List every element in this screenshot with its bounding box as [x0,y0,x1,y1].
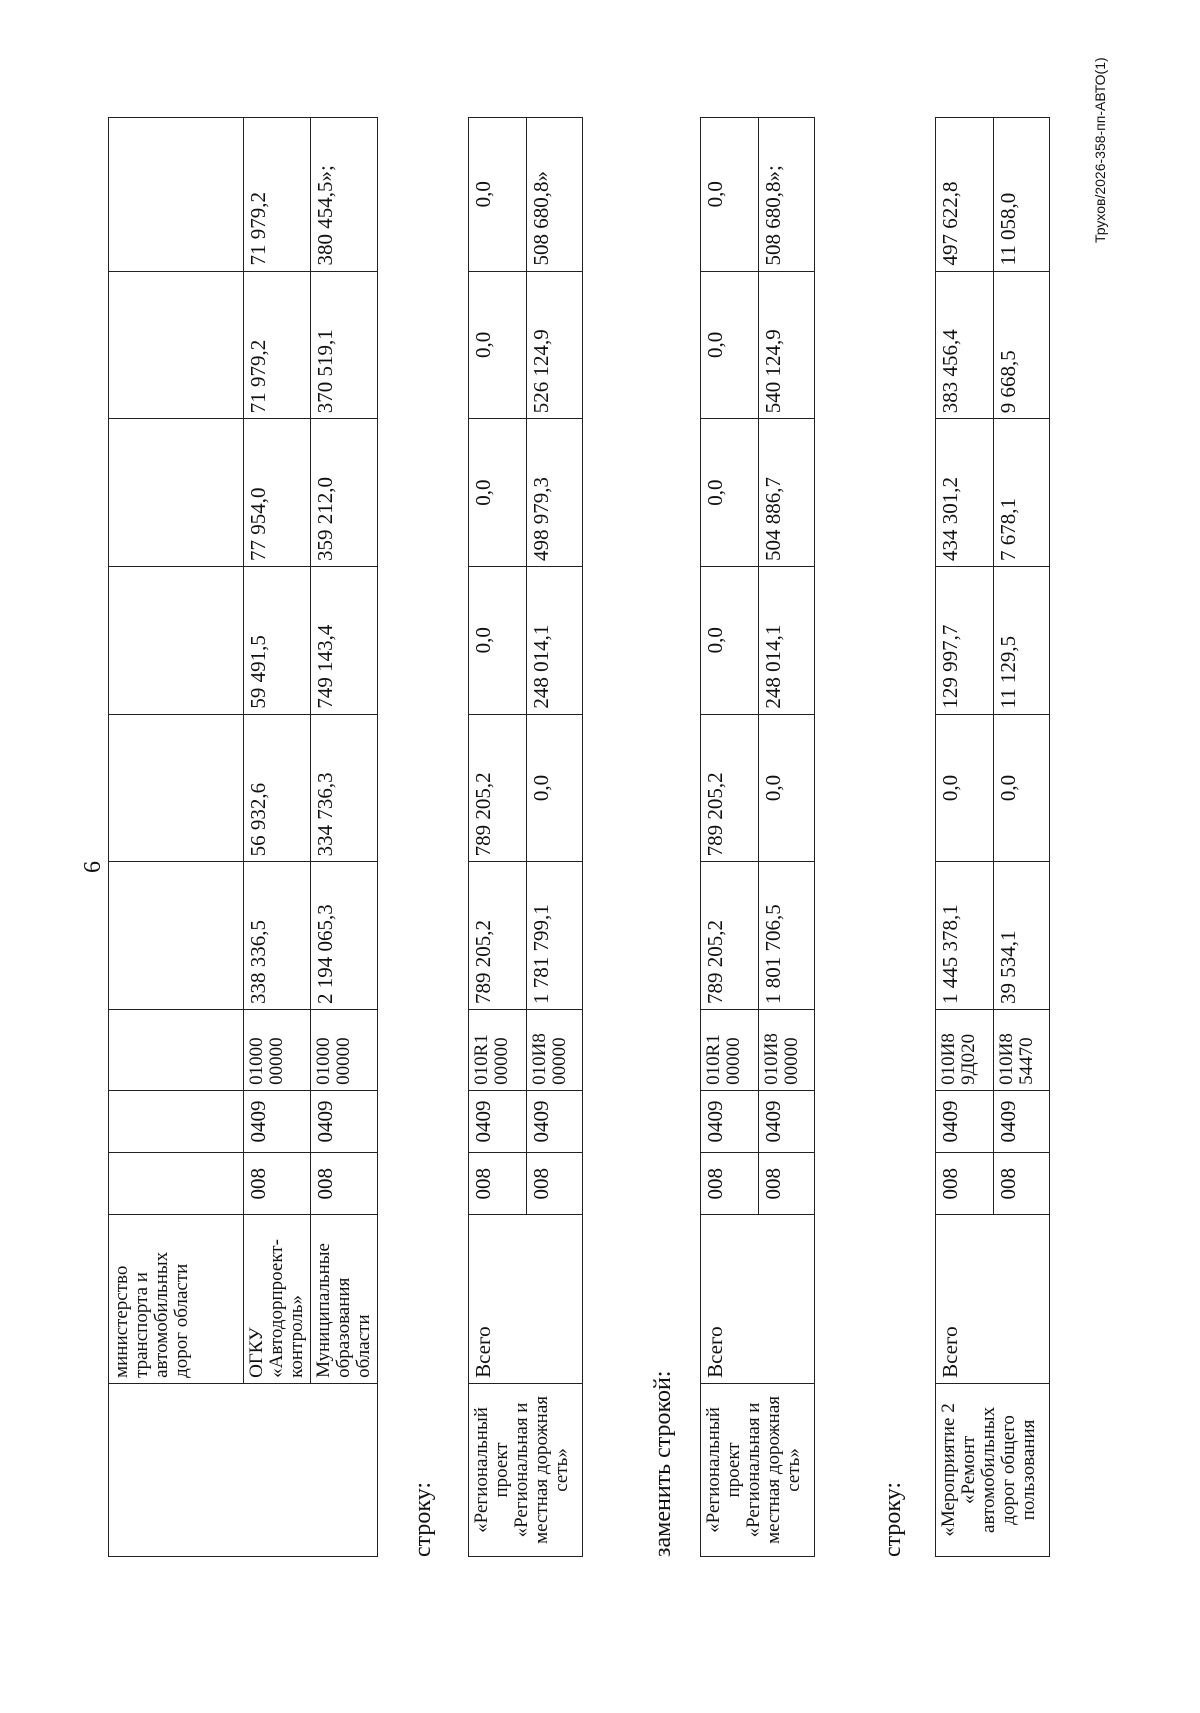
cell: 526 124,9 [527,271,583,419]
grbs-cell: Всего [936,1215,1050,1383]
cell: 2 194 065,3 [310,862,377,1010]
table-row [936,118,994,1557]
cell: 789 205,2 [701,862,759,1010]
cell: 0409 [244,1090,311,1152]
name-cell-empty [109,1383,378,1556]
cell: 338 336,5 [244,862,311,1010]
cell: 1 445 378,1 [936,862,994,1010]
cell: 008 [527,1153,583,1215]
cell: 749 143,4 [310,566,377,714]
cell: 77 954,0 [244,419,311,567]
cell: 008 [759,1153,815,1215]
cell: 0409 [527,1090,583,1152]
table-measure-2 [935,117,1050,1557]
cell: 789 205,2 [701,714,759,862]
cell: 0409 [759,1090,815,1152]
cell: 008 [936,1153,994,1215]
cell: 129 997,7 [936,566,994,714]
grbs-cell: ОГКУ «Автодорпроект-контроль» [244,1215,311,1383]
cell: 0,0 [759,714,815,862]
cell: 008 [469,1153,527,1215]
name-cell: «Региональный проект «Региональная и местная дорожная сеть» [469,1383,583,1556]
cell: 56 932,6 [244,714,311,862]
cell: 0,0 [469,419,527,567]
label-stroku-2: строку: [880,1481,906,1557]
cell: 0,0 [469,118,527,272]
cell: 498 979,3 [527,419,583,567]
grbs-cell: Всего [469,1215,583,1383]
cell: 380 454,5»; [310,118,377,272]
cell: 0,0 [469,566,527,714]
cell: 540 124,9 [759,271,815,419]
cell: 01000 00000 [310,1010,377,1091]
table-row [310,118,377,1557]
footer-doc-id: Трухов/2026-358-пп-АВТО(1) [1092,57,1108,243]
cell: 497 622,8 [936,118,994,272]
name-cell: «Региональный проект «Региональная и местная дорожная сеть» [701,1383,815,1556]
table-row [701,118,759,1557]
cell: 11 129,5 [994,566,1050,714]
cell: 7 678,1 [994,419,1050,567]
cell: 434 301,2 [936,419,994,567]
cell [109,1010,244,1091]
table-row [469,118,527,1557]
cell: 008 [994,1153,1050,1215]
cell [109,714,244,862]
cell [109,1153,244,1215]
cell: 1 801 706,5 [759,862,815,1010]
cell: 0409 [469,1090,527,1152]
cell: 0,0 [469,271,527,419]
cell: 01000 00000 [244,1010,311,1091]
label-replace: заменить строкой: [650,1370,676,1557]
cell: 1 781 799,1 [527,862,583,1010]
cell: 359 212,0 [310,419,377,567]
label-stroku: строку: [410,1481,436,1557]
cell: 0,0 [701,419,759,567]
cell: 010И8 00000 [759,1010,815,1091]
table-new-regional-project [700,117,815,1557]
grbs-cell: министерство транспорта и автомобильных дорог области [109,1215,244,1383]
cell: 010R1 00000 [469,1010,527,1091]
cell: 0409 [936,1090,994,1152]
cell [109,862,244,1010]
cell [109,566,244,714]
grbs-cell: Муниципальные образования области [310,1215,377,1383]
table-row [244,118,311,1557]
cell: 010И8 54470 [994,1010,1050,1091]
table-continuation [108,117,378,1557]
cell [109,118,244,272]
cell [109,419,244,567]
cell: 008 [701,1153,759,1215]
cell: 59 491,5 [244,566,311,714]
cell: 0409 [994,1090,1050,1152]
cell: 0,0 [701,118,759,272]
cell: 71 979,2 [244,271,311,419]
cell: 010И8 00000 [527,1010,583,1091]
cell [109,1090,244,1152]
cell: 508 680,8» [527,118,583,272]
cell: 0,0 [527,714,583,862]
table-old-regional-project [468,117,583,1557]
grbs-cell: Всего [701,1215,815,1383]
cell: 504 886,7 [759,419,815,567]
cell: 0,0 [936,714,994,862]
cell: 248 014,1 [527,566,583,714]
cell: 010R1 00000 [701,1010,759,1091]
cell: 0,0 [994,714,1050,862]
cell: 370 519,1 [310,271,377,419]
cell: 789 205,2 [469,714,527,862]
cell: 334 736,3 [310,714,377,862]
cell: 789 205,2 [469,862,527,1010]
cell: 0409 [701,1090,759,1152]
cell: 0,0 [701,271,759,419]
cell: 008 [244,1153,311,1215]
cell: 39 534,1 [994,862,1050,1010]
cell: 508 680,8»; [759,118,815,272]
table-row [109,118,244,1557]
cell [109,271,244,419]
cell: 010И8 9Д020 [936,1010,994,1091]
cell: 71 979,2 [244,118,311,272]
name-cell: «Мероприятие 2 «Ремонт автомобильных дорог общего пользования [936,1383,1050,1556]
cell: 9 668,5 [994,271,1050,419]
cell: 0409 [310,1090,377,1152]
cell: 383 456,4 [936,271,994,419]
cell: 008 [310,1153,377,1215]
cell: 248 014,1 [759,566,815,714]
cell: 11 058,0 [994,118,1050,272]
page-number: 6 [80,861,106,873]
cell: 0,0 [701,566,759,714]
